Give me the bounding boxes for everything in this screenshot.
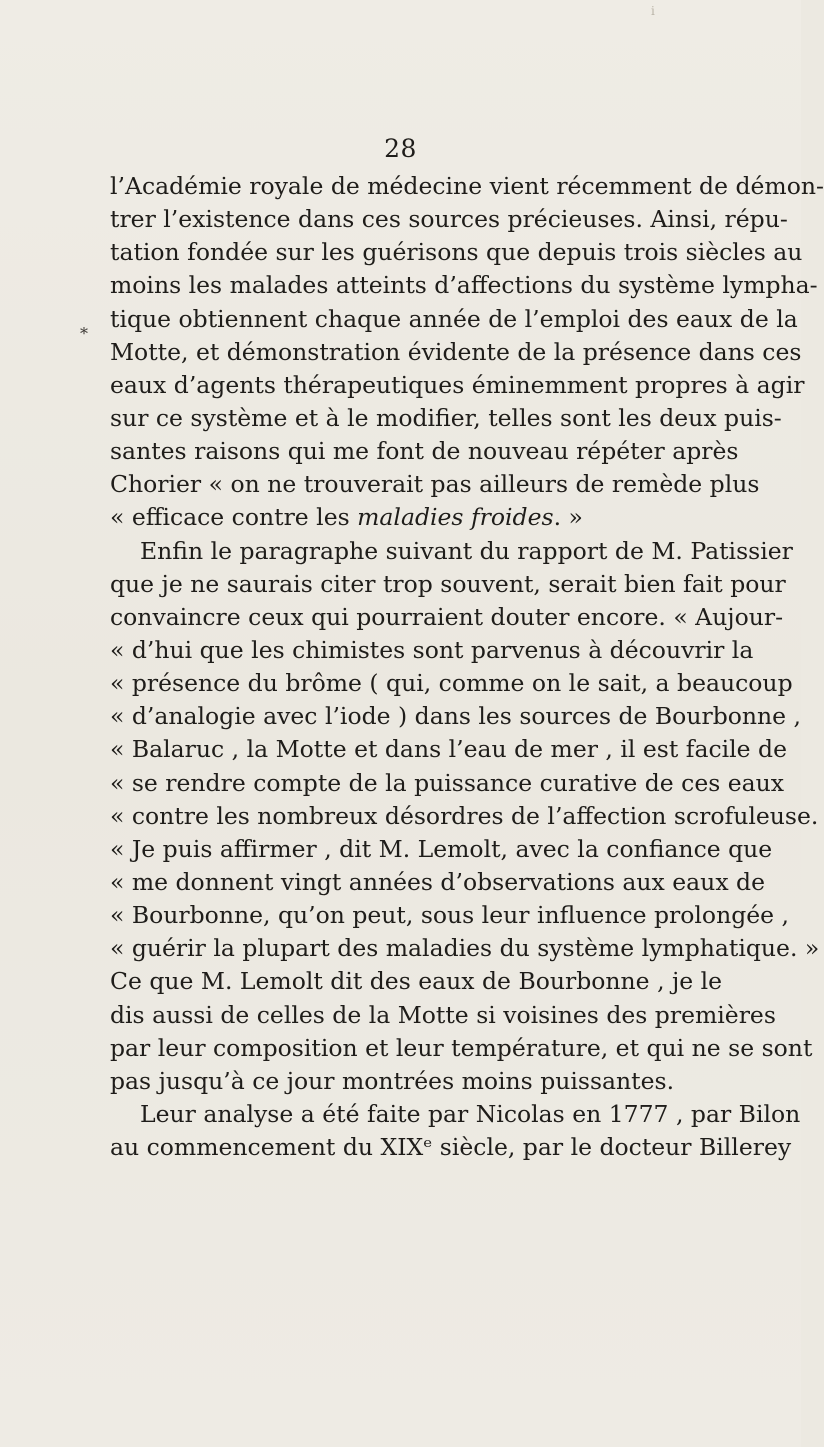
text-line: santes raisons qui me font de nouveau répéter après	[110, 437, 739, 466]
text-line: sur ce système et à le modifier, telles sont les deux puis-	[110, 403, 782, 432]
text-line: Motte, et démonstration évidente de la présence dans ces	[110, 337, 802, 366]
paragraph-start-line: Leur analyse a été faite par Nicolas en 1777 , par Bilon	[140, 1099, 801, 1128]
text-line: tation fondée sur les guérisons que depuis trois siècles au	[110, 238, 803, 267]
body-text	[110, 170, 824, 1164]
page-number: 28	[384, 134, 417, 163]
corner-mark: i	[651, 4, 655, 18]
text-line: dis aussi de celles de la Motte si voisines des premières	[110, 1000, 776, 1029]
text-line	[110, 501, 701, 534]
text-line: « contre les nombreux désordres de l’affection scrofuleuse.	[110, 801, 819, 830]
text-segment: . »	[553, 503, 583, 532]
text-line: « se rendre compte de la puissance curative de ces eaux	[110, 768, 785, 797]
text-line: trer l’existence dans ces sources précieuses. Ainsi, répu-	[110, 205, 788, 234]
text-segment: « efficace contre les	[110, 503, 358, 532]
text-line: Chorier « on ne trouverait pas ailleurs de remède plus	[110, 470, 760, 499]
text-line: « présence du brôme ( qui, comme on le sait, a beaucoup	[110, 669, 793, 698]
text-line: que je ne saurais citer trop souvent, serait bien fait pour	[110, 569, 786, 598]
text-line: moins les malades atteints d’affections du système lympha-	[110, 271, 818, 300]
text-line: pas jusqu’à ce jour montrées moins puissantes.	[110, 1066, 675, 1095]
text-line: tique obtiennent chaque année de l’emploi des eaux de la	[110, 304, 798, 333]
text-line: « guérir la plupart des maladies du système lymphatique. »	[110, 934, 820, 963]
text-line: « d’analogie avec l’iode ) dans les sources de Bourbonne ,	[110, 702, 802, 731]
text-line: par leur composition et leur température, et qui ne se sont	[110, 1033, 813, 1062]
text-line: « me donnent vingt années d’observations aux eaux de	[110, 867, 765, 896]
text-line: au commencement du XIXᵉ siècle, par le docteur Billerey	[110, 1133, 792, 1162]
text-line: « Bourbonne, qu’on peut, sous leur influence prolongée ,	[110, 901, 790, 930]
margin-asterisk: *	[80, 324, 88, 343]
italic-phrase: maladies froides	[357, 503, 554, 532]
text-line: eaux d’agents thérapeutiques éminemment propres à agir	[110, 370, 805, 399]
text-line: « d’hui que les chimistes sont parvenus à découvrir la	[110, 635, 754, 664]
text-line: l’Académie royale de médecine vient récemment de démon-	[110, 172, 824, 200]
text-line: « Je puis affirmer , dit M. Lemolt, avec la confiance que	[110, 834, 773, 863]
text-line: convaincre ceux qui pourraient douter encore. « Aujour-	[110, 602, 784, 631]
text-line: « Balaruc , la Motte et dans l’eau de mer , il est facile de	[110, 735, 787, 764]
text-line: Ce que M. Lemolt dit des eaux de Bourbonne , je le	[110, 967, 723, 996]
paragraph-start-line: Enfin le paragraphe suivant du rapport de M. Patissier	[140, 536, 793, 565]
